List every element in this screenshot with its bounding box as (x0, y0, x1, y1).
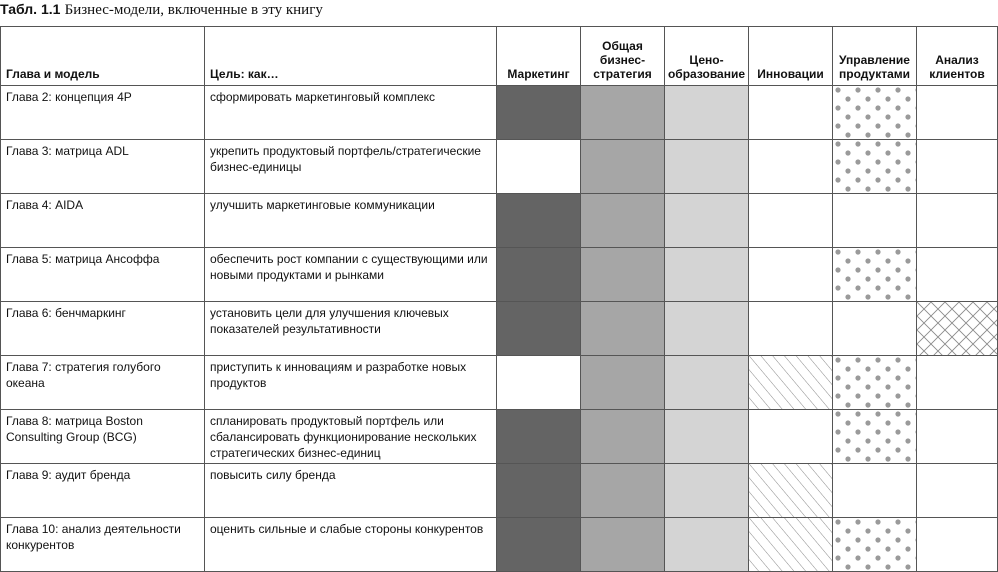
products-cell-filled (833, 518, 917, 572)
pricing-cell-filled (665, 356, 749, 410)
header-goal: Цель: как… (205, 27, 497, 86)
table-row (1, 356, 998, 410)
products-pattern-swatch (833, 356, 916, 409)
table-title: Бизнес-модели, включенные в эту книгу (64, 2, 323, 18)
table-row (1, 518, 998, 572)
table-row (1, 86, 998, 140)
goal-cell (205, 410, 497, 464)
innovation-cell-filled (749, 518, 833, 572)
pricing-cell-filled (665, 194, 749, 248)
header-products (833, 27, 917, 86)
goal-cell (205, 356, 497, 410)
header-pricing-line: образование (667, 67, 746, 81)
strategy-cell-filled (581, 140, 665, 194)
marketing-cell (497, 140, 581, 194)
marketing-cell (497, 356, 581, 410)
header-products-line: Управление (839, 53, 910, 67)
marketing-cell-filled (497, 464, 581, 518)
products-pattern-swatch (833, 248, 916, 301)
innovation-cell (749, 248, 833, 302)
innovation-cell (749, 86, 833, 140)
products-pattern-swatch (833, 86, 916, 139)
pricing-cell-filled (665, 140, 749, 194)
marketing-cell-filled (497, 410, 581, 464)
header-strategy-line: бизнес- (599, 53, 646, 67)
model-name: Глава 7: стратегия голубого океана (6, 360, 161, 390)
products-cell-filled (833, 356, 917, 410)
model-cell (1, 140, 205, 194)
goal-cell (205, 464, 497, 518)
goal-text: улучшить маркетинговые коммуникации (210, 198, 435, 212)
strategy-cell-filled (581, 464, 665, 518)
header-pricing-line: Цено- (689, 53, 724, 67)
goal-cell (205, 140, 497, 194)
clients-cell (917, 464, 998, 518)
goal-cell (205, 248, 497, 302)
table-header-row (1, 27, 998, 86)
clients-cell (917, 248, 998, 302)
clients-cell-filled (917, 302, 998, 356)
model-name: Глава 8: матрица Boston Consulting Group (BCG) (6, 414, 143, 444)
marketing-cell-filled (497, 248, 581, 302)
marketing-cell-filled (497, 518, 581, 572)
products-pattern-swatch (833, 140, 916, 193)
header-strategy-line: Общая (602, 39, 643, 53)
products-cell-filled (833, 248, 917, 302)
products-cell (833, 194, 917, 248)
model-name: Глава 5: матрица Ансоффа (6, 252, 160, 266)
strategy-cell-filled (581, 194, 665, 248)
goal-text: оценить сильные и слабые стороны конкурентов (210, 522, 484, 536)
header-products-line: продуктами (839, 67, 910, 81)
model-cell (1, 356, 205, 410)
strategy-cell-filled (581, 302, 665, 356)
model-name: Глава 2: концепция 4Р (6, 90, 132, 104)
products-cell (833, 464, 917, 518)
goal-cell (205, 194, 497, 248)
header-model: Глава и модель (1, 27, 205, 86)
model-name: Глава 6: бенчмаркинг (6, 306, 126, 320)
innovation-cell-filled (749, 464, 833, 518)
clients-cell (917, 410, 998, 464)
products-pattern-swatch (833, 410, 916, 463)
business-models-table (0, 26, 998, 572)
pricing-cell-filled (665, 410, 749, 464)
pricing-cell-filled (665, 464, 749, 518)
header-clients (917, 27, 998, 86)
marketing-cell-filled (497, 194, 581, 248)
clients-cell (917, 86, 998, 140)
goal-text: установить цели для улучшения ключевых показателей результативности (210, 306, 449, 336)
clients-cell (917, 356, 998, 410)
model-cell (1, 518, 205, 572)
header-strategy (581, 27, 665, 86)
clients-cell (917, 518, 998, 572)
innovation-pattern-swatch (749, 518, 832, 571)
header-clients-line: Анализ (935, 53, 979, 67)
products-cell-filled (833, 86, 917, 140)
products-cell (833, 302, 917, 356)
pricing-cell-filled (665, 86, 749, 140)
table-row (1, 302, 998, 356)
clients-pattern-swatch (917, 302, 997, 355)
table-row (1, 410, 998, 464)
table-row (1, 194, 998, 248)
header-innovation: Инновации (749, 27, 833, 86)
strategy-cell-filled (581, 356, 665, 410)
model-name: Глава 9: аудит бренда (6, 468, 131, 482)
clients-cell (917, 140, 998, 194)
strategy-cell-filled (581, 410, 665, 464)
goal-text: спланировать продуктовый портфель или сбалансировать функционирование нескольких стратегических бизнес-единиц (210, 414, 477, 460)
products-cell-filled (833, 140, 917, 194)
innovation-cell-filled (749, 356, 833, 410)
model-name: Глава 4: AIDA (6, 198, 84, 212)
pricing-cell-filled (665, 248, 749, 302)
goal-text: обеспечить рост компании с существующими или новыми продуктами и рынками (210, 252, 488, 282)
model-cell (1, 194, 205, 248)
strategy-cell-filled (581, 248, 665, 302)
goal-cell (205, 86, 497, 140)
products-cell-filled (833, 410, 917, 464)
marketing-cell-filled (497, 86, 581, 140)
goal-text: укрепить продуктовый портфель/стратегические бизнес-единицы (210, 144, 481, 174)
goal-text: сформировать маркетинговый комплекс (210, 90, 436, 104)
goal-text: приступить к инновациям и разработке новых продуктов (210, 360, 467, 390)
table-row (1, 248, 998, 302)
header-clients-line: клиентов (929, 67, 985, 81)
strategy-cell-filled (581, 86, 665, 140)
goal-cell (205, 518, 497, 572)
marketing-cell-filled (497, 302, 581, 356)
model-cell (1, 248, 205, 302)
innovation-pattern-swatch (749, 464, 832, 517)
model-name: Глава 3: матрица ADL (6, 144, 129, 158)
table-caption (0, 0, 323, 20)
innovation-cell (749, 194, 833, 248)
header-pricing (665, 27, 749, 86)
table-row (1, 464, 998, 518)
pricing-cell-filled (665, 302, 749, 356)
model-name: Глава 10: анализ деятельности конкурентов (6, 522, 181, 552)
innovation-cell (749, 140, 833, 194)
table-number: Табл. 1.1 (0, 1, 61, 17)
innovation-cell (749, 410, 833, 464)
pricing-cell-filled (665, 518, 749, 572)
model-cell (1, 86, 205, 140)
innovation-cell (749, 302, 833, 356)
table-body (1, 86, 998, 572)
model-cell (1, 302, 205, 356)
products-pattern-swatch (833, 518, 916, 571)
innovation-pattern-swatch (749, 356, 832, 409)
clients-cell (917, 194, 998, 248)
model-cell (1, 464, 205, 518)
table-row (1, 140, 998, 194)
strategy-cell-filled (581, 518, 665, 572)
goal-text: повысить силу бренда (210, 468, 336, 482)
goal-cell (205, 302, 497, 356)
header-strategy-line: стратегия (593, 67, 652, 81)
header-marketing: Маркетинг (497, 27, 581, 86)
model-cell (1, 410, 205, 464)
